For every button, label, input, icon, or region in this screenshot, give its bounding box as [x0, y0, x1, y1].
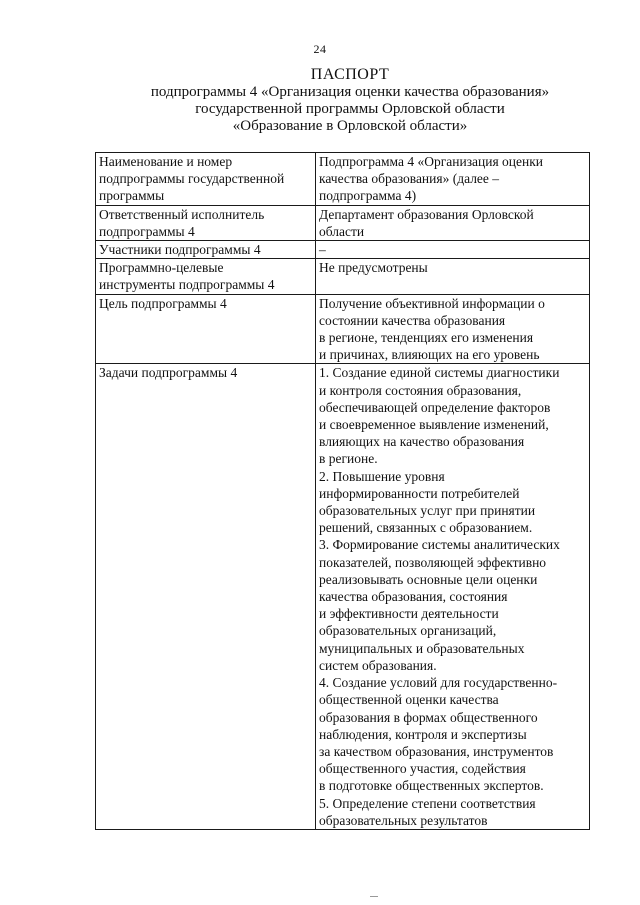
row-value-line: качества образования» (далее –	[319, 171, 500, 187]
row-label-cell	[96, 241, 316, 259]
row-label-cell	[96, 153, 316, 206]
row-value-line: 5. Определение степени соответствия	[319, 795, 536, 811]
row-value-line: образовательных организаций,	[319, 623, 497, 639]
subtitle-line: государственной программы Орловской области	[195, 101, 505, 117]
row-label-line: подпрограммы 4	[99, 223, 195, 239]
row-label-cell	[96, 205, 316, 240]
table-row	[96, 241, 590, 259]
row-value-line: информированности потребителей	[319, 485, 520, 501]
subtitle-line: подпрограммы 4 «Организация оценки качества образования»	[150, 84, 550, 100]
row-value-cell	[316, 205, 590, 240]
row-value-line: за качеством образования, инструментов	[319, 743, 554, 759]
row-value-line: и контроля состояния образования,	[319, 382, 522, 398]
row-value-cell	[316, 294, 590, 364]
row-value-line: показателей, позволяющей эффективно	[319, 554, 547, 570]
row-value-line: общественной оценки качества	[319, 692, 499, 708]
page-bottom-mark	[370, 896, 378, 897]
row-value-cell	[316, 364, 590, 829]
row-label-cell	[96, 259, 316, 294]
row-label-line: Задачи подпрограммы 4	[99, 365, 238, 381]
row-value-line: Подпрограмма 4 «Организация оценки	[319, 154, 544, 169]
row-value-line: решений, связанных с образованием.	[319, 520, 533, 536]
row-value-line: влияющих на качество образования	[319, 434, 525, 450]
row-label-line: Программно-целевые	[99, 260, 224, 276]
row-value-line: и эффективности деятельности	[319, 606, 499, 622]
subtitle-line: «Образование в Орловской области»	[232, 118, 468, 134]
row-label-cell	[96, 364, 316, 829]
row-label-line: Цель подпрограммы 4	[99, 295, 227, 311]
row-label-line: Ответственный исполнитель	[99, 206, 265, 222]
row-value-line: Департамент образования Орловской	[319, 206, 534, 222]
row-value-line: Не предусмотрены	[319, 260, 428, 276]
row-value-line: образования в формах общественного	[319, 709, 538, 725]
row-value-line: систем образования.	[319, 657, 437, 673]
row-label-line: инструменты подпрограммы 4	[99, 277, 275, 293]
row-label-line: Участники подпрограммы 4	[99, 242, 261, 258]
row-label-line: Наименование и номер	[99, 154, 233, 169]
row-label-line: программы	[99, 188, 165, 204]
row-value-line: Получение объективной информации о	[319, 295, 545, 311]
row-value-line: общественного участия, содействия	[319, 761, 526, 777]
row-value-line: 1. Создание единой системы диагностики	[319, 365, 560, 381]
row-value-line: образовательных результатов	[319, 812, 488, 828]
row-value-line: муниципальных и образовательных	[319, 640, 525, 656]
table-row	[96, 153, 590, 206]
row-value-line: реализовывать основные цели оценки	[319, 571, 538, 587]
row-value-cell	[316, 153, 590, 206]
table-row	[96, 259, 590, 294]
row-value-line: в регионе.	[319, 451, 378, 467]
table-row	[96, 364, 590, 829]
row-value-line: и своевременное выявление изменений,	[319, 417, 549, 433]
passport-table	[95, 152, 590, 830]
row-label-cell	[96, 294, 316, 364]
row-value-line: области	[319, 223, 365, 239]
row-value-line: наблюдения, контроля и экспертизы	[319, 726, 527, 742]
table-row	[96, 294, 590, 364]
table-row	[96, 205, 590, 240]
row-value-line: в регионе, тенденциях его изменения	[319, 330, 534, 346]
page-number: 24	[313, 42, 327, 56]
row-value-line: образовательных услуг при принятии	[319, 503, 536, 519]
row-value-line: обеспечивающей определение факторов	[319, 399, 551, 415]
row-value-line: и причинах, влияющих на его уровень	[319, 347, 540, 363]
row-value-line: в подготовке общественных экспертов.	[319, 778, 544, 794]
row-value-line: состоянии качества образования	[319, 312, 506, 328]
document-title: ПАСПОРТ	[310, 66, 390, 83]
row-value-line: –	[319, 242, 326, 258]
row-value-line: подпрограмма 4)	[319, 188, 417, 204]
row-label-line: подпрограммы государственной	[99, 171, 285, 187]
row-value-line: 2. Повышение уровня	[319, 468, 445, 484]
passport-header	[60, 66, 640, 135]
row-value-line: 4. Создание условий для государственно-	[319, 675, 558, 691]
row-value-line: 3. Формирование системы аналитических	[319, 537, 560, 553]
row-value-cell	[316, 241, 590, 259]
row-value-line: качества образования, состояния	[319, 589, 508, 605]
row-value-cell	[316, 259, 590, 294]
